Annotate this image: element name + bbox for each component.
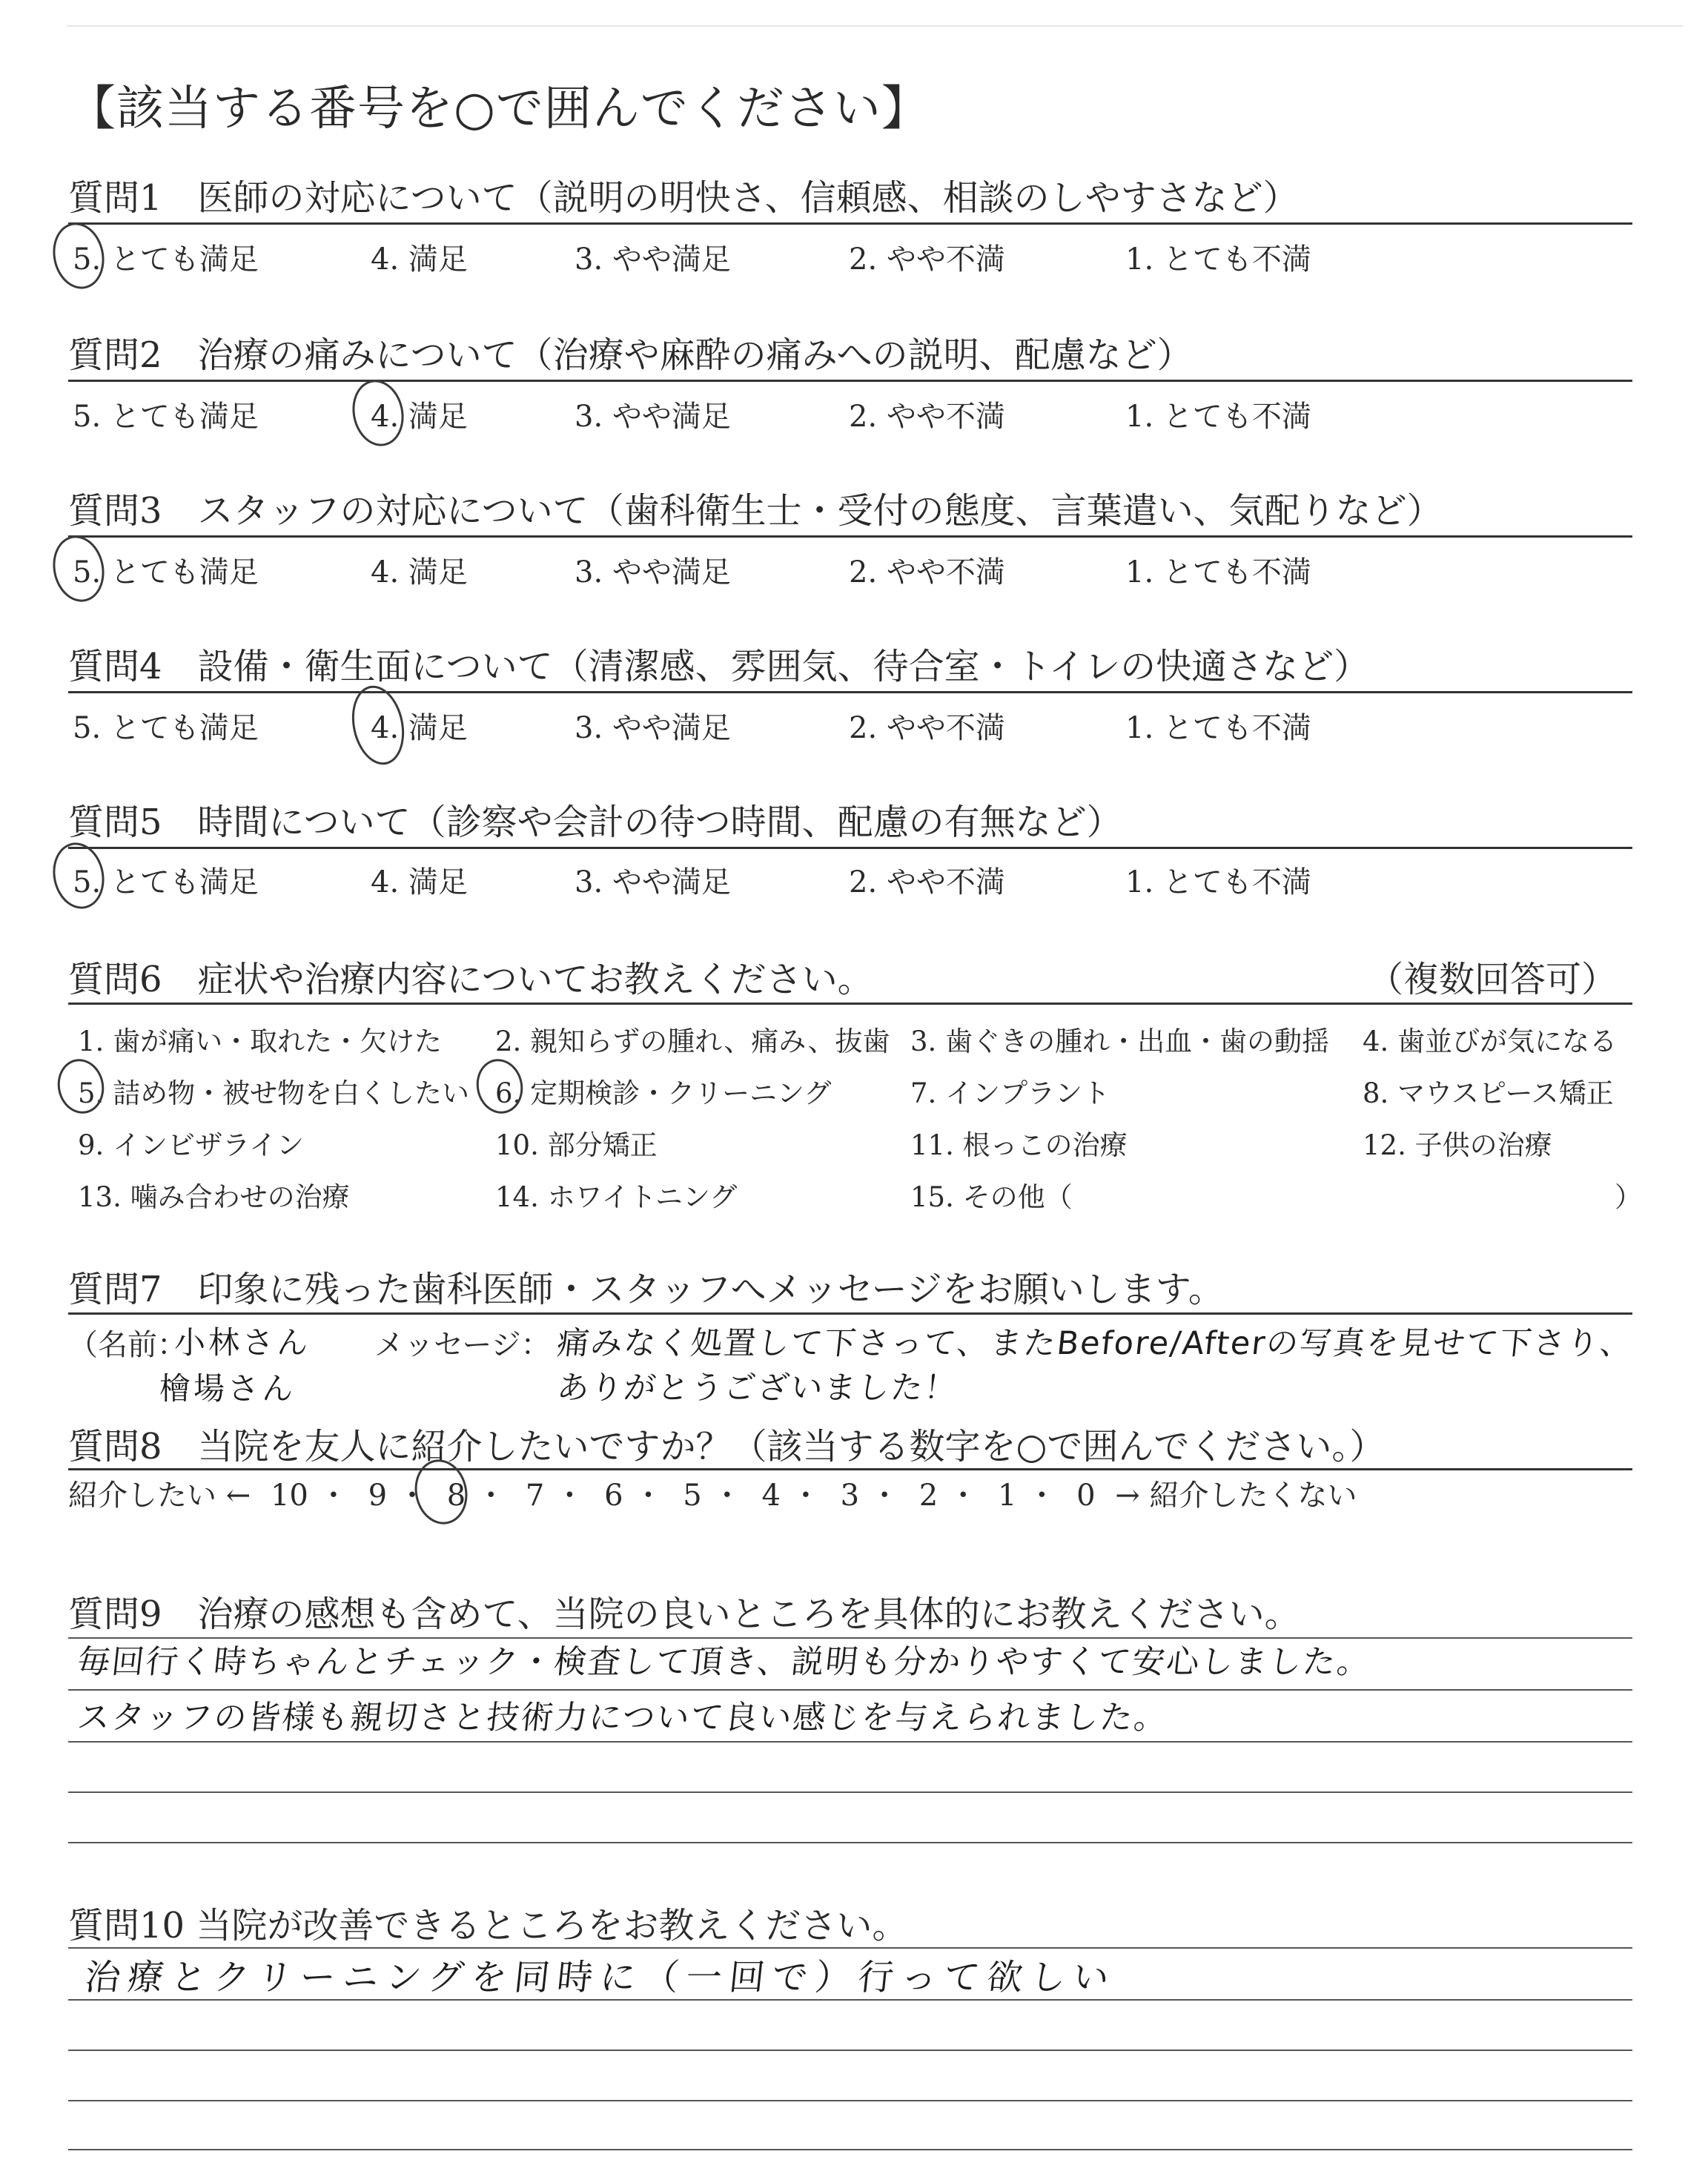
- q5-option-2[interactable]: 2. やや不満: [849, 865, 1005, 899]
- q2-option-4[interactable]: 4. 満足: [371, 400, 468, 434]
- q6-option-8[interactable]: 8. マウスピース矯正: [1363, 1077, 1614, 1109]
- q7-name-label: （名前：: [68, 1328, 187, 1362]
- q1-option-1[interactable]: 1. とても不満: [1125, 242, 1311, 277]
- q6-option-13[interactable]: 13. 噛み合わせの治療: [78, 1181, 350, 1213]
- q5-selection-circle: [47, 838, 110, 914]
- q6-option-6[interactable]: 6. 定期検診・クリーニング: [495, 1077, 832, 1109]
- q7-title: 質問7 印象に残った歯科医師・スタッフへメッセージをお願いします。: [68, 1269, 1224, 1310]
- q4-option-2[interactable]: 2. やや不満: [849, 711, 1005, 745]
- q3-option-1[interactable]: 1. とても不満: [1125, 555, 1311, 589]
- q4-option-4[interactable]: 4. 満足: [371, 711, 468, 745]
- q9-line-4: [68, 1791, 1632, 1793]
- q8-sep: ・: [318, 1479, 348, 1513]
- q8-right-label: → 紹介したくない: [1115, 1479, 1357, 1513]
- q8-sep: ・: [476, 1479, 506, 1513]
- q5-option-1[interactable]: 1. とても不満: [1125, 865, 1311, 899]
- q6-option-7[interactable]: 7. インプラント: [910, 1077, 1110, 1109]
- q6-option-5[interactable]: 5. 詰め物・被せ物を白くしたい: [78, 1077, 470, 1109]
- q7-message-line-1: 痛みなく処置して下さって、またBefore/Afterの写真を見せて下さり、: [555, 1325, 1635, 1362]
- q7-name-1: 小林さん: [174, 1324, 311, 1361]
- q6-rule: [68, 1003, 1632, 1005]
- q10-line-4: [68, 2100, 1632, 2101]
- q1-title: 質問1 医師の対応について（説明の明快さ、信頼感、相談のしやすさなど）: [68, 177, 1299, 219]
- q2-title: 質問2 治療の痛みについて（治療や麻酔の痛みへの説明、配慮など）: [68, 334, 1193, 376]
- q8-left-label: 紹介したい ←: [68, 1479, 251, 1513]
- q6-option-11[interactable]: 11. 根っこの治療: [910, 1129, 1128, 1161]
- q6-title: 質問6 症状や治療内容についてお教えください。: [68, 959, 873, 1000]
- q8-sep: ・: [790, 1479, 821, 1513]
- q6-option-9[interactable]: 9. インビザライン: [78, 1129, 304, 1161]
- q8-value-9[interactable]: 9: [368, 1479, 388, 1513]
- q6-note: （複数回答可）: [1368, 959, 1618, 1000]
- q9-answer-line-1: 毎回行く時ちゃんとチェック・検査して頂き、説明も分かりやすくて安心しました。: [75, 1643, 1374, 1681]
- q2-option-2[interactable]: 2. やや不満: [849, 400, 1005, 434]
- q1-selection-circle: [47, 218, 110, 294]
- q10-line-3: [68, 2050, 1632, 2051]
- q7-message-label: メッセージ：: [374, 1328, 551, 1362]
- q10-line-5: [68, 2149, 1632, 2150]
- q7-rule: [68, 1312, 1632, 1315]
- q5-option-3[interactable]: 3. やや満足: [575, 865, 731, 899]
- q5-option-4[interactable]: 4. 満足: [371, 865, 468, 899]
- q8-sep: ・: [397, 1479, 428, 1513]
- q4-option-5[interactable]: 5. とても満足: [73, 711, 259, 745]
- q2-selection-circle: [346, 375, 409, 451]
- q6-option-15[interactable]: 15. その他（: [910, 1181, 1073, 1213]
- q7-name-2: 檜場さん: [159, 1370, 297, 1407]
- q9-line-3: [68, 1741, 1632, 1743]
- q2-option-5[interactable]: 5. とても満足: [73, 400, 259, 434]
- q8-value-2[interactable]: 2: [918, 1479, 939, 1513]
- q9-line-5: [68, 1842, 1632, 1843]
- q4-option-3[interactable]: 3. やや満足: [575, 711, 731, 745]
- q9-title: 質問9 治療の感想も含めて、当院の良いところを具体的にお教えください。: [68, 1593, 1300, 1635]
- q8-title: 質問8 当院を友人に紹介したいですか？（該当する数字を○で囲んでください。）: [68, 1426, 1386, 1467]
- q8-value-8[interactable]: 8: [446, 1479, 466, 1513]
- q2-rule: [68, 380, 1632, 382]
- q8-scale: [68, 1472, 1368, 1514]
- page-header: 【該当する番号を○で囲んでください】: [68, 82, 930, 136]
- q6-option-3[interactable]: 3. 歯ぐきの腫れ・出血・歯の動揺: [910, 1025, 1330, 1057]
- top-border: [67, 25, 1683, 27]
- q5-option-5[interactable]: 5. とても満足: [73, 865, 259, 899]
- q2-option-3[interactable]: 3. やや満足: [575, 400, 731, 434]
- q8-sep: ・: [712, 1479, 742, 1513]
- q6-option-12[interactable]: 12. 子供の治療: [1363, 1129, 1552, 1161]
- q1-option-4[interactable]: 4. 満足: [371, 242, 468, 277]
- q3-option-5[interactable]: 5. とても満足: [73, 555, 259, 589]
- q8-value-3[interactable]: 3: [840, 1479, 860, 1513]
- q6-option-15-close: ）: [1615, 1181, 1642, 1213]
- q3-selection-circle: [47, 531, 110, 607]
- q8-value-6[interactable]: 6: [604, 1479, 623, 1513]
- q8-sep: ・: [1027, 1479, 1057, 1513]
- q10-line-2: [68, 1999, 1632, 2001]
- q1-option-5[interactable]: 5. とても満足: [73, 242, 259, 277]
- q1-option-2[interactable]: 2. やや不満: [849, 242, 1005, 277]
- q3-option-4[interactable]: 4. 満足: [371, 555, 468, 589]
- q8-value-0[interactable]: 0: [1076, 1479, 1096, 1513]
- q10-answer-line-1: 治療とクリーニングを同時に（一回で）行って欲しい: [82, 1957, 1119, 1998]
- q8-value-10[interactable]: 10: [270, 1479, 308, 1513]
- q8-value-7[interactable]: 7: [525, 1479, 545, 1513]
- q5-title: 質問5 時間について（診察や会計の待つ時間、配慮の有無など）: [68, 802, 1122, 843]
- q8-sep: ・: [555, 1479, 585, 1513]
- q8-sep: ・: [633, 1479, 663, 1513]
- q1-option-3[interactable]: 3. やや満足: [575, 242, 731, 277]
- q8-value-4[interactable]: 4: [761, 1479, 781, 1513]
- q1-rule: [68, 222, 1632, 225]
- q4-selection-circle: [345, 681, 411, 770]
- q8-value-1[interactable]: 1: [997, 1479, 1017, 1513]
- q3-option-2[interactable]: 2. やや不満: [849, 555, 1005, 589]
- q3-rule: [68, 535, 1632, 538]
- q8-rule: [68, 1468, 1632, 1470]
- q2-option-1[interactable]: 1. とても不満: [1125, 400, 1311, 434]
- q9-answer-line-2: スタッフの皆様も親切さと技術力について良い感じを与えられました。: [75, 1699, 1171, 1737]
- q6-option-1[interactable]: 1. 歯が痛い・取れた・欠けた: [78, 1025, 443, 1057]
- q3-title: 質問3 スタッフの対応について（歯科衛生士・受付の態度、言葉遣い、気配りなど）: [68, 490, 1443, 532]
- q6-option-4[interactable]: 4. 歯並びが気になる: [1363, 1025, 1618, 1057]
- q4-option-1[interactable]: 1. とても不満: [1125, 711, 1311, 745]
- q8-sep: ・: [870, 1479, 900, 1513]
- q6-option-10[interactable]: 10. 部分矯正: [495, 1129, 658, 1161]
- q10-title: 質問10 当院が改善できるところをお教えください。: [68, 1905, 908, 1946]
- q5-rule: [68, 847, 1632, 849]
- q3-option-3[interactable]: 3. やや満足: [575, 555, 731, 589]
- q8-value-5[interactable]: 5: [683, 1479, 702, 1513]
- q6-option-2[interactable]: 2. 親知らずの腫れ、痛み、抜歯: [495, 1025, 890, 1057]
- q8-sep: ・: [948, 1479, 979, 1513]
- q6-option-14[interactable]: 14. ホワイトニング: [495, 1181, 738, 1213]
- q4-rule: [68, 691, 1632, 693]
- q7-message-line-2: ありがとうございました！: [555, 1370, 960, 1407]
- q4-title: 質問4 設備・衛生面について（清潔感、雰囲気、待合室・トイレの快適さなど）: [68, 646, 1370, 687]
